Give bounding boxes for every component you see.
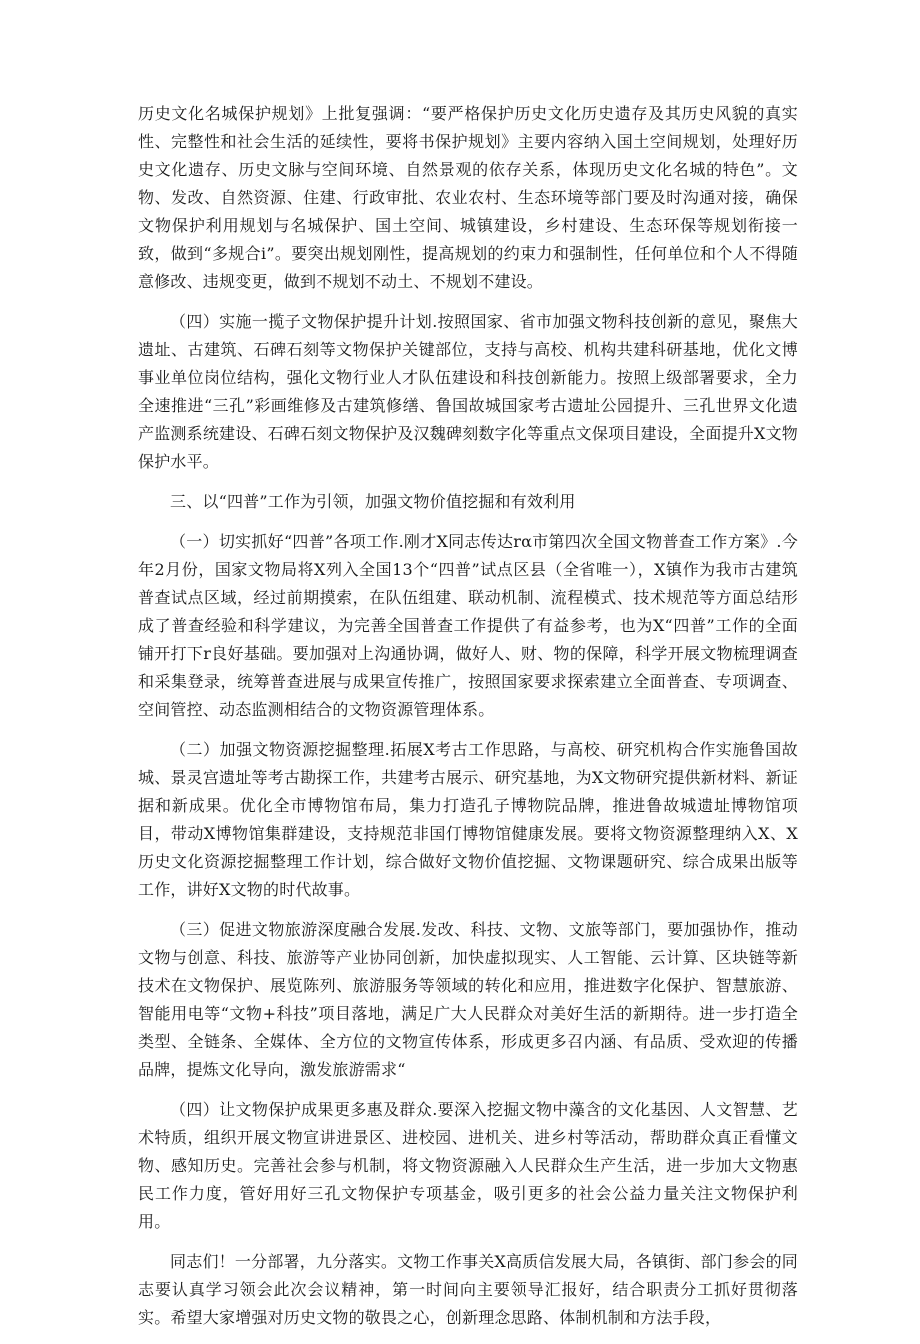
paragraph-census-work: （一）切实抓好“四普”各项工作.刚才X同志传达rα市第四次全国文物普查工作方案》.今年2月份，国家文物局将X列入全国13个“四普”试点区县（全省唯一），X镇作为我市古建筑普查试点区域，经过前期摸索，在队伍组建、联动机制、流程模式、技术规范等方面总结形成了普查经验和科学建议，为完善全国普查工作提供了有益参考，也为X“四普”工作的全面铺开打下r良好基础。要加强对上沟通协调，做好人、财、物的保障，科学开展文物梳理调查和采集登录，统筹普查进展与成果宣传推广，按照国家要求探索建立全面普查、专项调查、空间管控、动态监测相结合的文物资源管理体系。 [138, 532, 798, 719]
paragraph-protection-plan: （四）实施一揽子文物保护提升计划.按照国家、省市加强文物科技创新的意见，聚焦大遗址、古建筑、石碑石刻等文物保护关键部位，支持与高校、机构共建科研基地，优化文博事业单位岗位结构，强化文物行业人才队伍建设和科技创新能力。按照上级部署要求，全力全速推进“三孔”彩画维修及古建筑修缮、鲁国故城国家考古遗址公园提升、三孔世界文化遗产监测系统建设、石碑石刻文物保护及汉魏碑刻数字化等重点文保项目建设，全面提升X文物保护水平。 [138, 312, 798, 471]
paragraph-planning-continuation: 历史文化名城保护规划》上批复强调：“要严格保护历史文化历史遗存及其历史风貌的真实性、完整性和社会生活的延续性，要将书保护规划》主要内容纳入国土空间规划，处理好历史文化遗存、历史文脉与空间环境、自然景观的依存关系，体现历史文化名城的特色”。文物、发改、自然资源、住建、行政审批、农业农村、生态环境等部门要及时沟通对接，确保文物保护利用规划与名城保护、国土空间、城镇建设，乡村建设、生态环保等规划衔接一致，做到“多规合i”。要突出规划刚性，提高规划的约束力和强制性，任何单位和个人不得随意修改、违规变更，做到不规划不动土、不规划不建设。 [138, 104, 798, 291]
paragraph-closing-remarks: 同志们！一分部署，九分落实。文物工作事关X高质信发展大局，各镇街、部门参会的同志要认真学习领会此次会议精神，第一时间向主要领导汇报好，结合职责分工抓好贯彻落实。希望大家增强对历史文物的敬畏之心，创新理念思路、体制机制和方法手段， [138, 1252, 798, 1327]
document-body [138, 100, 798, 1344]
paragraph-tourism-integration: （三）促进文物旅游深度融合发展.发改、科技、文物、文旅等部门，要加强协作，推动文物与创意、科技、旅游等产业协同创新，加快虚拟现实、人工智能、云计算、区块链等新技术在文物保护、展览陈列、旅游服务等领域的转化和应用，推进数字化保护、智慧旅游、智能用电等“文物+科技”项目落地，满足广大人民群众对美好生活的新期待。进一步打造全类型、全链条、全媒体、全方位的文物宣传体系，形成更多召内涵、有品质、受欢迎的传播品牌，提炼文化导向，激发旅游需求“ [138, 920, 798, 1079]
section-heading-three: 三、以“四普”工作为引领，加强文物价值挖掘和有效利用 [170, 492, 576, 511]
paragraph-public-benefit: （四）让文物保护成果更多惠及群众.要深入挖掘文物中藻含的文化基因、人文智慧、艺术特质，组织开展文物宣讲进景区、进校园、进机关、进乡村等活动，帮助群众真正看懂文物、感知历史。完善社会参与机制，将文物资源融入人民群众生产生活，进一步加大文物惠民工作力度，管好用好三孔文物保护专项基金，吸引更多的社会公益力量关注文物保护利用。 [138, 1100, 798, 1231]
paragraph-resource-excavation: （二）加强文物资源挖掘整理.拓展X考古工作思路，与高校、研究机构合作实施鲁国故城、景灵宫遗址等考古勘探工作，共建考古展示、研究基地，为X文物研究提供新材料、新证据和新成果。优化全市博物馆布局，集力打造孔子博物院品牌，推进鲁故城遗址博物馆项目，带动X博物馆集群建设，支持规范非国仃博物馆健康发展。要将文物资源整理纳入X、X历史文化资源挖掘整理工作计划，综合做好文物价值挖掘、文物课题研究、综合成果出版等工作，讲好X文物的时代故事。 [138, 740, 798, 899]
